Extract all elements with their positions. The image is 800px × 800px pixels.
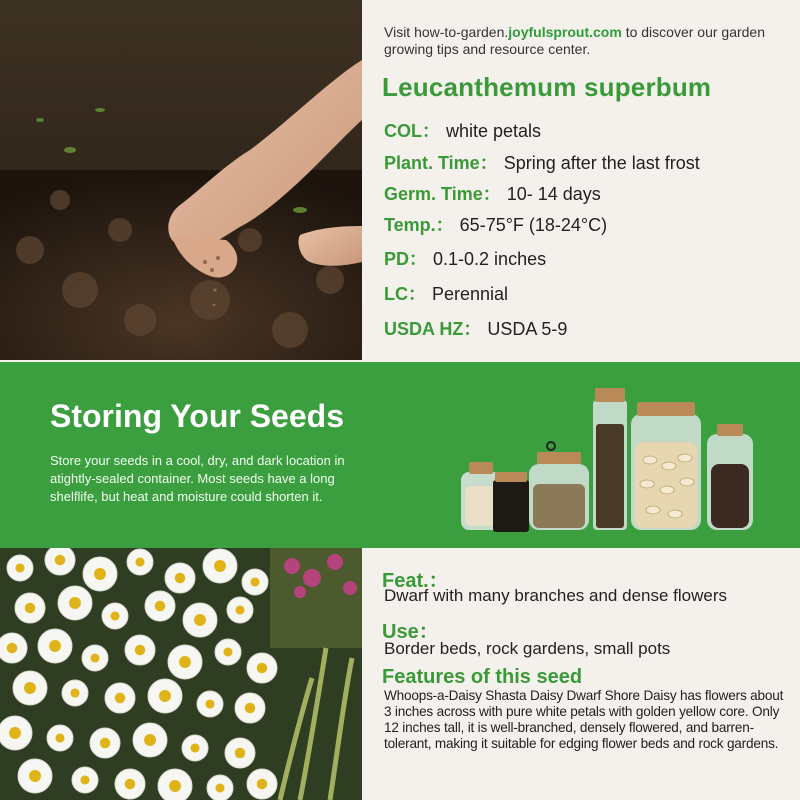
daisy-core bbox=[155, 601, 166, 612]
spec-colon: ： bbox=[409, 249, 428, 269]
spec-germination-time bbox=[384, 180, 601, 206]
daisy-core bbox=[235, 748, 246, 759]
spec-value: 10- 14 days bbox=[506, 184, 601, 204]
spec-colon: ： bbox=[435, 215, 454, 235]
spec-value: white petals bbox=[446, 121, 542, 141]
daisy-core bbox=[80, 775, 89, 784]
daisy-core bbox=[257, 663, 268, 674]
daisy-core bbox=[110, 611, 119, 620]
hand-planting-seeds-photo bbox=[0, 0, 362, 360]
daisy-core bbox=[90, 653, 99, 662]
daisy-core bbox=[7, 643, 18, 654]
features-description: Whoops-a-Daisy Shasta Daisy Dwarf Shore Daisy has flowers about 3 inches across with pure white petals with golden yellow core. Only 12 inches tall, it is well-branched, densely flowered, and barren-tolerant, making it suitable for edging flower beds and rock gardens. bbox=[384, 688, 784, 751]
spec-colon: ： bbox=[408, 284, 426, 304]
spec-colon: ： bbox=[479, 153, 498, 173]
daisy-core bbox=[215, 783, 224, 792]
spec-value: USDA 5-9 bbox=[487, 319, 568, 339]
spec-colon: ： bbox=[422, 121, 440, 141]
daisy-core bbox=[223, 647, 232, 656]
daisy-core bbox=[135, 557, 144, 566]
daisy-core bbox=[24, 682, 36, 694]
seed-details-panel bbox=[362, 548, 800, 800]
daisy-core bbox=[55, 733, 64, 742]
spec-key: Germ. Time bbox=[384, 184, 483, 204]
daisy-core bbox=[144, 734, 156, 746]
daisy-core bbox=[159, 690, 171, 702]
jar-mixed-seeds bbox=[707, 424, 753, 530]
daisy-core bbox=[245, 703, 256, 714]
seed-jars-illustration bbox=[455, 380, 765, 535]
bottom-section bbox=[0, 548, 800, 800]
features-label: Features of this seed bbox=[382, 666, 583, 688]
visit-website-note bbox=[384, 24, 784, 58]
feat-text: Dwarf with many branches and dense flowers bbox=[384, 586, 727, 605]
jar-fine-seeds bbox=[529, 442, 589, 530]
daisy-core bbox=[194, 614, 206, 626]
daisy-core bbox=[49, 640, 61, 652]
visit-suffix: to discover our garden growing tips and resource center. bbox=[384, 24, 766, 57]
daisy-core bbox=[190, 743, 199, 752]
daisy-core bbox=[55, 555, 66, 566]
daisy-core bbox=[69, 597, 81, 609]
storing-seeds-banner bbox=[0, 362, 800, 548]
use-text: Border beds, rock gardens, small pots bbox=[384, 639, 671, 658]
spec-value: Perennial bbox=[432, 284, 509, 304]
spec-temperature bbox=[384, 211, 607, 237]
daisy-core bbox=[15, 563, 24, 572]
spec-key: Plant. Time bbox=[384, 153, 480, 173]
spec-key: USDA HZ bbox=[384, 319, 464, 339]
spec-key: COL bbox=[384, 121, 422, 141]
feat-label: Feat.： bbox=[382, 570, 449, 592]
daisy-core bbox=[214, 560, 226, 572]
jar-black-seeds bbox=[493, 472, 529, 532]
storing-text: Store your seeds in a cool, dry, and dark location in atightly-sealed container. Most seeds have a long shelflife, but heat and moisture could shorten it. bbox=[50, 453, 345, 504]
daisy-core bbox=[205, 699, 214, 708]
daisy-core bbox=[100, 738, 111, 749]
spec-key: Temp. bbox=[384, 215, 436, 235]
spec-usda-zone bbox=[384, 315, 567, 341]
jar-pumpkin-seeds bbox=[631, 402, 701, 530]
spec-value: Spring after the last frost bbox=[503, 153, 700, 173]
daisy-core bbox=[250, 577, 259, 586]
daisy-core bbox=[235, 605, 244, 614]
spec-colon: ： bbox=[463, 319, 482, 339]
daisy-core bbox=[179, 656, 191, 668]
daisy-core bbox=[115, 693, 126, 704]
plant-name-title: Leucanthemum superbum bbox=[382, 72, 712, 102]
daisy-core bbox=[94, 568, 106, 580]
daisy-core bbox=[9, 727, 21, 739]
shasta-daisy-photo bbox=[0, 548, 362, 800]
storing-title: Storing Your Seeds bbox=[50, 398, 344, 434]
daisy-core bbox=[169, 780, 181, 792]
visit-prefix: Visit how-to-garden. bbox=[384, 24, 509, 40]
top-section bbox=[0, 0, 800, 360]
jar-tall-dark-seeds bbox=[593, 388, 627, 530]
daisy-core bbox=[70, 688, 79, 697]
spec-color bbox=[384, 117, 541, 143]
daisy-core bbox=[257, 779, 268, 790]
website-brand-link[interactable]: joyfulsprout.com bbox=[508, 24, 622, 40]
spec-life-cycle bbox=[384, 280, 508, 306]
spec-colon: ： bbox=[482, 184, 501, 204]
daisy-core bbox=[25, 603, 36, 614]
spec-value: 0.1-0.2 inches bbox=[433, 249, 547, 269]
spec-key: LC bbox=[384, 284, 408, 304]
spec-value: 65-75°F (18-24°C) bbox=[459, 215, 608, 235]
daisy-core bbox=[135, 645, 146, 656]
spec-key: PD bbox=[384, 249, 410, 269]
daisy-core bbox=[125, 779, 136, 790]
use-label: Use： bbox=[382, 621, 439, 643]
daisy-core bbox=[29, 770, 41, 782]
daisy-core bbox=[175, 573, 186, 584]
spec-planting-depth bbox=[384, 245, 546, 271]
plant-info-panel bbox=[362, 0, 800, 360]
spec-plant-time bbox=[384, 149, 700, 175]
